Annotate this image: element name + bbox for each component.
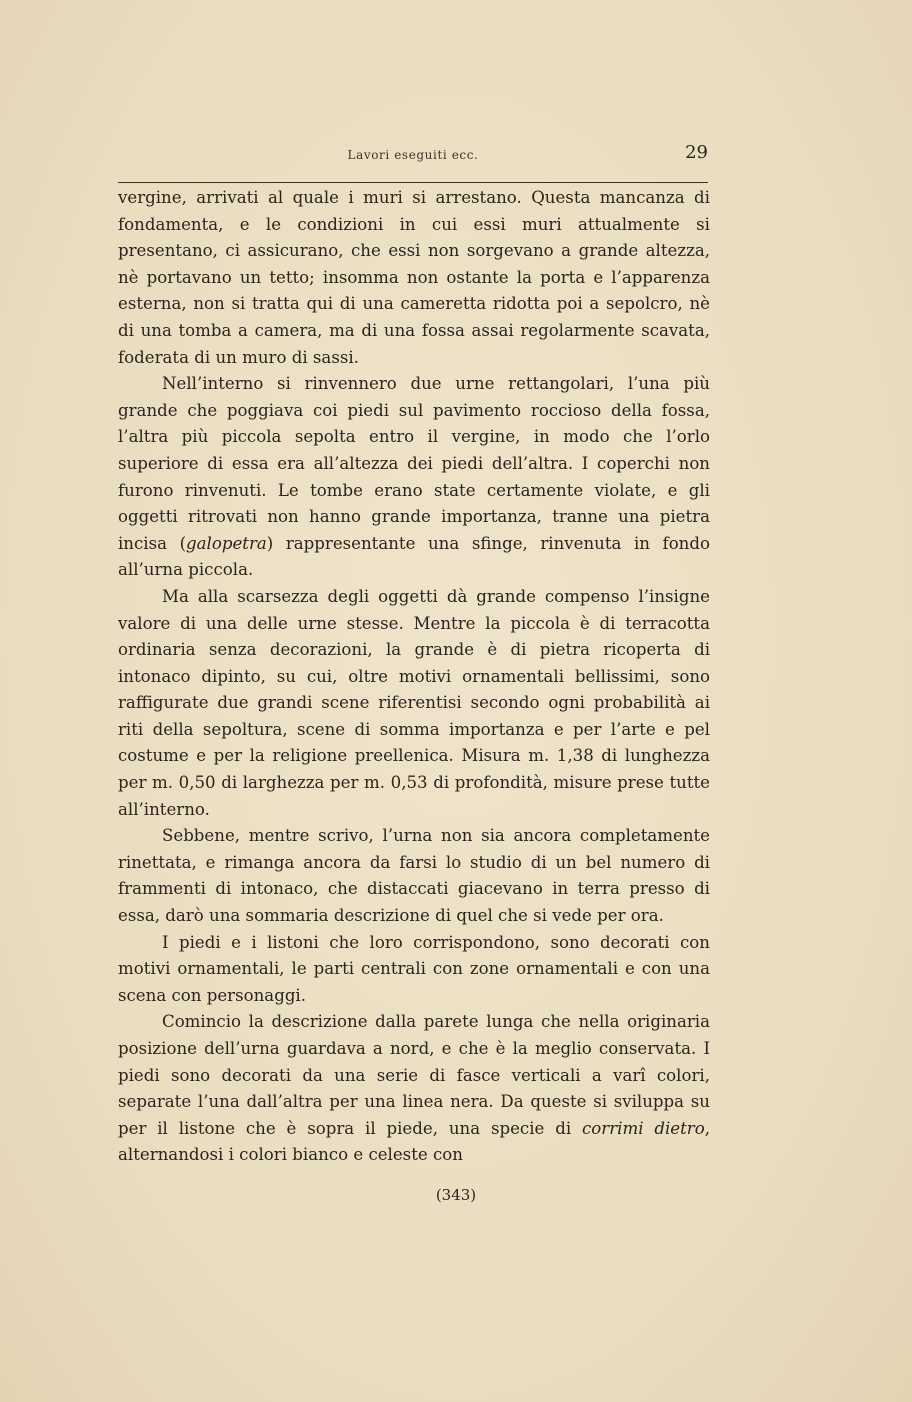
- running-title: Lavori eseguiti ecc.: [347, 148, 479, 162]
- paragraph: [118, 185, 710, 371]
- paragraph: [118, 930, 710, 1010]
- text-run: Comincio la descrizione dalla parete lunga che nella originaria posizione dell’urna guardava a nord, e che è la meglio conservata. I piedi sono decorati da una serie di fasce verticali a varî colori, separate l’una dall’altra per una linea nera. Da queste si sviluppa su per il listone che è sopra il piede, una specie di: [118, 1012, 710, 1138]
- text-run: I piedi e i listoni che loro corrispondono, sono decorati con motivi ornamentali, le parti centrali con zone ornamentali e con una scena con personaggi.: [118, 932, 710, 1005]
- header-rule: [118, 182, 708, 183]
- paragraph: [118, 371, 710, 584]
- body-text: [118, 185, 710, 1169]
- italic-term: galopetra: [186, 533, 267, 553]
- text-run: Sebbene, mentre scrivo, l’urna non sia ancora completamente rinettata, e rimanga ancora da farsi lo studio di un bel numero di frammenti di intonaco, che distaccati giacevano in terra presso di essa, darò una sommaria descrizione di quel che si vede per ora.: [118, 826, 710, 926]
- page-header: [118, 142, 708, 168]
- text-run: ) rappresentante una sfinge, rinvenuta in fondo all’urna piccola.: [118, 533, 710, 580]
- page-number: 29: [685, 142, 708, 163]
- paragraph: [118, 584, 710, 823]
- text-run: , alternandosi i colori bianco e celeste con: [118, 1118, 710, 1165]
- paragraph: [118, 823, 710, 929]
- text-run: Ma alla scarsezza degli oggetti dà grande compenso l’insigne valore di una delle urne stesse. Mentre la piccola è di terracotta ordinaria senza decorazioni, la grande è di pietra ricoperta di intonaco dipinto, su cui, oltre motivi ornamentali bellissimi, sono raffigurate due grandi scene riferentisi secondo ogni probabilità ai riti della sepoltura, scene di somma importanza e per l’arte e pel costume e per la religione preellenica. Misura m. 1,38 di lunghezza per m. 0,50 di larghezza per m. 0,53 di profondità, misure prese tutte all’interno.: [118, 586, 710, 819]
- paragraph: [118, 1009, 710, 1169]
- signature-mark: (343): [435, 1186, 477, 1204]
- text-run: Nell’interno si rinvennero due urne rettangolari, l’una più grande che poggiava coi piedi sul pavimento roccioso della fossa, l’altra più piccola sepolta entro il vergine, in modo che l’orlo superiore di essa era all’altezza dei piedi dell’altra. I coperchi non furono rinvenuti. Le tombe erano state certamente violate, e gli oggetti ritrovati non hanno grande importanza, tranne una pietra incisa (: [118, 374, 710, 553]
- italic-term: corrimi dietro: [582, 1118, 705, 1138]
- text-run: vergine, arrivati al quale i muri si arrestano. Questa mancanza di fondamenta, e le condizioni in cui essi muri attualmente si presentano, ci assicurano, che essi non sorgevano a grande altezza, nè portavano un tetto; insomma non ostante la porta e l’apparenza esterna, non si tratta qui di una cameretta ridotta poi a sepolcro, nè di una tomba a camera, ma di una fossa assai regolarmente scavata, foderata di un muro di sassi.: [118, 188, 710, 367]
